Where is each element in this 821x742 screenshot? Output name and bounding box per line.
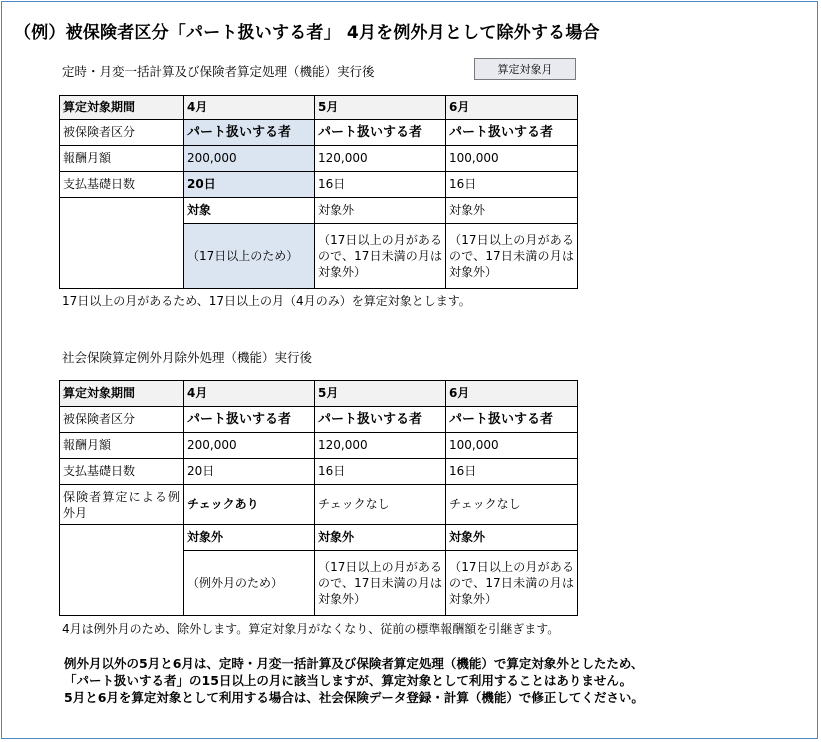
table-cell: パート扱いする者 [446, 407, 578, 433]
table-row [60, 459, 578, 485]
table-cell: パート扱いする者 [184, 120, 315, 146]
row-label: 被保険者区分 [60, 407, 184, 433]
table-cell: 100,000 [446, 146, 578, 172]
row-label: 被保険者区分 [60, 120, 184, 146]
row-label: 保険者算定による例外月 [60, 485, 184, 525]
table-row [60, 407, 578, 433]
header-cell: 5月 [315, 381, 446, 407]
row-label: 報酬月額 [60, 433, 184, 459]
table-cell: パート扱いする者 [446, 120, 578, 146]
page-title: （例）被保険者区分「パート扱いする者」 4月を例外月として除外する場合 [14, 23, 600, 43]
section1-caption: 定時・月変一括計算及び保険者算定処理（機能）実行後 [62, 64, 375, 79]
result-row [60, 198, 578, 224]
table-cell: チェックなし [446, 485, 578, 525]
result-cell: 対象外 [315, 198, 446, 224]
table-cell: 100,000 [446, 433, 578, 459]
footer-line: 5月と6月を算定対象として利用する場合は、社会保険データ登録・計算（機能）で修正してください。 [64, 690, 644, 705]
result-row [60, 525, 578, 551]
table-cell: 16日 [315, 459, 446, 485]
section2-note: 4月は例外月のため、除外します。算定対象月がなくなり、従前の標準報酬額を引継ぎます。 [62, 622, 560, 636]
section1-table [59, 95, 578, 289]
reason-cell: （17日以上のため） [184, 224, 315, 289]
table-cell: パート扱いする者 [184, 407, 315, 433]
table-row [60, 433, 578, 459]
table-cell: 200,000 [184, 146, 315, 172]
empty-cell [60, 198, 184, 289]
table-row [60, 146, 578, 172]
table-cell: パート扱いする者 [315, 407, 446, 433]
table-cell: 20日 [184, 172, 315, 198]
result-cell: 対象外 [315, 525, 446, 551]
footer-notes [64, 655, 644, 706]
footer-line: 例外月以外の5月と6月は、定時・月変一括計算及び保険者算定処理（機能）で算定対象外としたため、 [64, 656, 644, 671]
result-cell: 対象外 [446, 198, 578, 224]
section1-note: 17日以上の月があるため、17日以上の月（4月のみ）を算定対象とします。 [62, 294, 471, 308]
table-cell: 16日 [446, 459, 578, 485]
row-label: 支払基礎日数 [60, 459, 184, 485]
result-cell: 対象外 [184, 525, 315, 551]
table-row [60, 120, 578, 146]
footer-line: 「パート扱いする者」の15日以上の月に該当しますが、算定対象として利用することはありません。 [64, 673, 633, 688]
table-cell: 120,000 [315, 146, 446, 172]
header-cell: 4月 [184, 96, 315, 120]
header-cell: 6月 [446, 96, 578, 120]
header-cell: 4月 [184, 381, 315, 407]
empty-cell [60, 525, 184, 616]
section2-caption: 社会保険算定例外月除外処理（機能）実行後 [62, 350, 313, 365]
calculation-month-button[interactable]: 算定対象月 [474, 58, 576, 80]
table-cell: 200,000 [184, 433, 315, 459]
table-cell: 16日 [446, 172, 578, 198]
reason-cell: （17日以上の月があるので、17日未満の月は対象外） [446, 224, 578, 289]
table-row [60, 172, 578, 198]
header-cell: 5月 [315, 96, 446, 120]
table-cell: 20日 [184, 459, 315, 485]
reason-cell: （17日以上の月があるので、17日未満の月は対象外） [446, 551, 578, 616]
table-cell: パート扱いする者 [315, 120, 446, 146]
result-cell: 対象 [184, 198, 315, 224]
table-cell: 16日 [315, 172, 446, 198]
reason-cell: （例外月のため） [184, 551, 315, 616]
header-cell: 算定対象期間 [60, 381, 184, 407]
reason-cell: （17日以上の月があるので、17日未満の月は対象外） [315, 224, 446, 289]
table-cell: チェックあり [184, 485, 315, 525]
header-row [60, 381, 578, 407]
row-label: 報酬月額 [60, 146, 184, 172]
reason-cell: （17日以上の月があるので、17日未満の月は対象外） [315, 551, 446, 616]
table-cell: チェックなし [315, 485, 446, 525]
result-cell: 対象外 [446, 525, 578, 551]
header-row [60, 96, 578, 120]
table-row [60, 485, 578, 525]
header-cell: 算定対象期間 [60, 96, 184, 120]
header-cell: 6月 [446, 381, 578, 407]
row-label: 支払基礎日数 [60, 172, 184, 198]
section2-table [59, 380, 578, 616]
table-cell: 120,000 [315, 433, 446, 459]
